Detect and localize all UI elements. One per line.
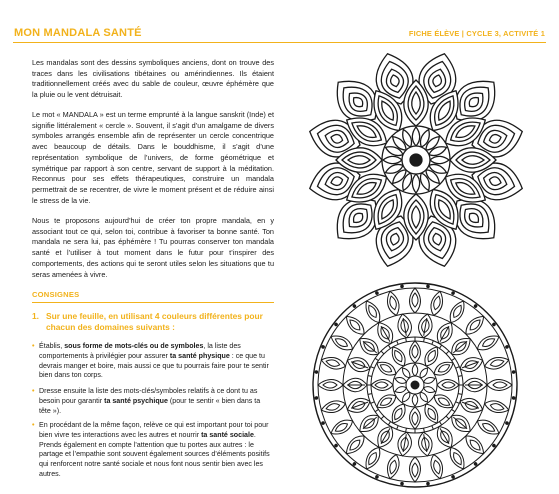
step-1-heading	[32, 311, 274, 333]
page-title: MON MANDALA SANTÉ	[14, 27, 142, 39]
consignes-heading: CONSIGNES	[32, 290, 80, 299]
round-mandala-icon	[311, 281, 519, 489]
flower-mandala-icon	[303, 47, 529, 273]
header-divider	[13, 42, 546, 43]
bullet-text: Établis, sous forme de mots-clés ou de symboles, la liste des comportements à privilégier pour assurer ta santé physique : ce que tu devrais manger et boire, mais aussi ce que tu pourrais faire pour te sentir bien dans ton corps.	[39, 342, 269, 380]
intro-paragraph-1	[32, 58, 274, 101]
bullet-marker: •	[32, 342, 35, 350]
step-number: 1.	[32, 311, 39, 321]
bullet-marker: •	[32, 387, 35, 395]
page-subtitle: FICHE ÉLÈVE | CYCLE 3, ACTIVITÉ 1	[408, 29, 545, 38]
bullet-text: En procédant de la même façon, relève ce qui est important pour toi pour bien vivre tes interactions avec les autres et nourrir ta santé sociale. Prends également en compte l’attention que tu portes aux autres : le partage et l’empathie sont souvent également sources d’éléments positifs qui renforcent notre santé sociale et nous font nous sentir bien avec les autres.	[39, 421, 270, 478]
intro-text-3: Nous te proposons aujourd’hui de créer ton propre mandala, en y associant tout ce qui, selon toi, contribue à favoriser ta bonne santé. Ton mandala ne sera lui, pas éphémère ! Tu pourras conserver ton mandala santé et l’utiliser à tout moment dans le futur pour t’inspirer des comportements, des actions qui te seront utiles selon les situations que tu seras amenées à vivre.	[32, 216, 274, 279]
bullet-psychique	[32, 387, 274, 416]
consignes-divider	[32, 302, 274, 303]
intro-text-1: Les mandalas sont des dessins symboliques anciens, dont on trouve des traces dans les civilisations tibétaines ou amérindiennes. Ils étaient traditionnellement créés avec du sable de couleur, œuvre éphémère que la pluie ou le vent détruisait.	[32, 58, 274, 100]
bullet-text: Dresse ensuite la liste des mots-clés/symboles relatifs à ce dont tu as besoin pour garantir ta santé psychique (pour te sentir « bien dans ta tête »).	[39, 387, 261, 415]
bullet-marker: •	[32, 421, 35, 429]
intro-paragraph-2	[32, 110, 274, 206]
bullet-sociale	[32, 421, 274, 480]
intro-text-2: Le mot « MANDALA » est un terme emprunté à la langue sanskrit (Inde) et signifie littéralement « cercle ». Souvent, il s’agit d’un amalgame de divers symboles arrangés ensemble afin de représenter un cercle concentrique avec beaucoup de détails. Dans le bouddhisme, il s’agit d’une représentation symbolique de l’univers, de forme géométrique et symétrique par rapport à son centre, servant de support à la méditation. Reconnus pour ses effets thérapeutiques, construire un mandala permettrait de se recentrer, de vivre le moment présent et de réduire ainsi le stress de la vie.	[32, 110, 274, 205]
intro-paragraph-3	[32, 216, 274, 280]
step-line-1: Sur une feuille, en utilisant 4 couleurs différentes pour	[46, 311, 263, 321]
bullet-physique	[32, 342, 274, 381]
step-line-2: chacun des domaines suivants :	[46, 322, 175, 332]
